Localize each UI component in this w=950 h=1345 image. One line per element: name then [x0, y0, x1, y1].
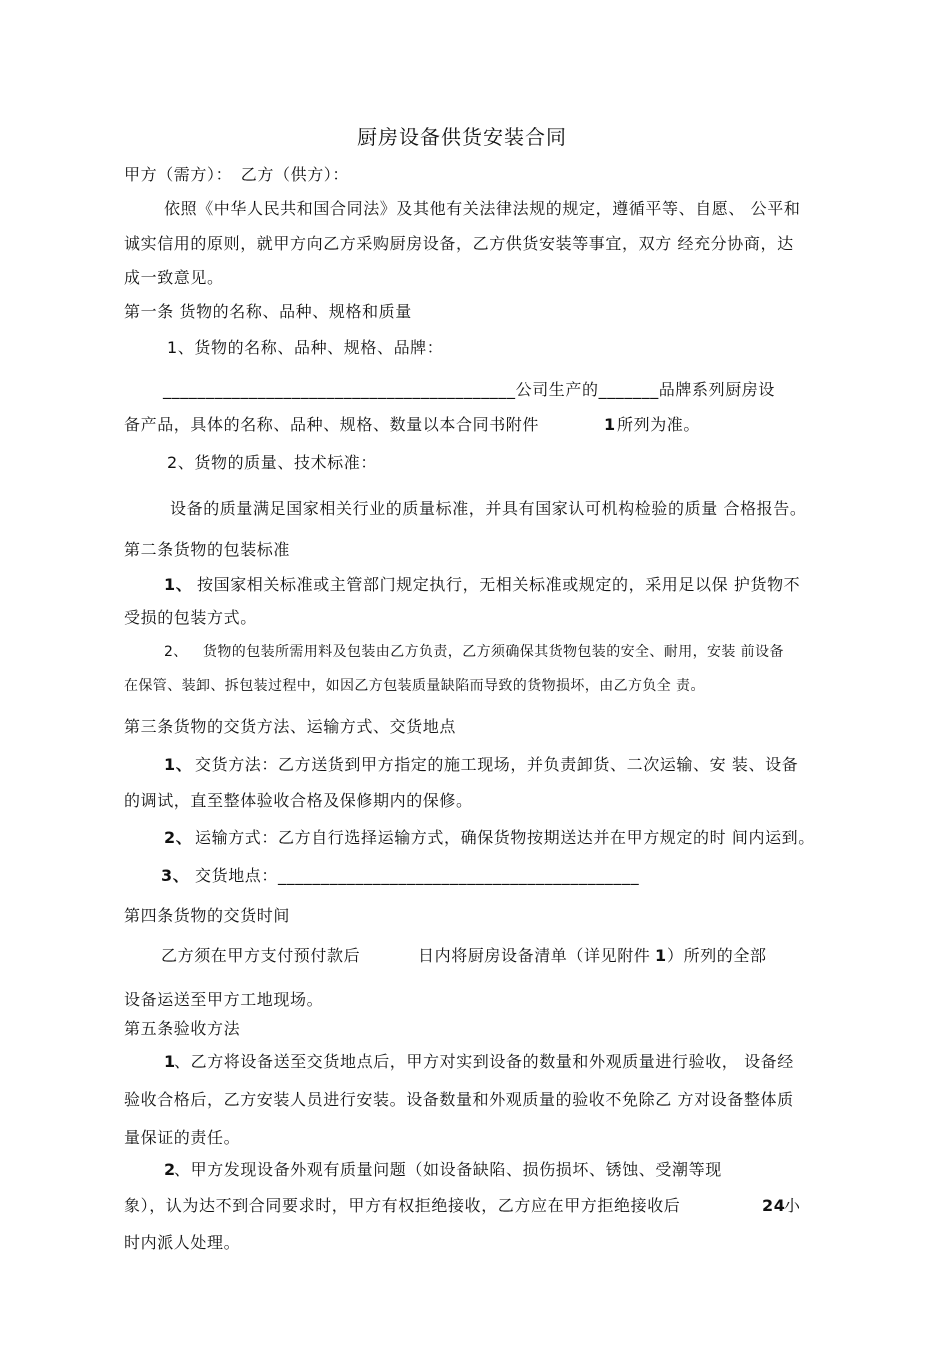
parties-line: 甲方（需方）： 乙方（供方）： [124, 165, 350, 184]
article-5-item-1-text: 、乙方将设备送至交货地点后，甲方对实到设备的数量和外观质量进行验收， 设备经 [174, 1052, 794, 1071]
article-4-text-part-3: ）所列的全部 [667, 946, 767, 965]
article-2-item-1-text-2: 受损的包装方式。 [124, 608, 257, 627]
article-5-item-2-text-2: 象），认为达不到合同要求时，甲方有权拒绝接收，乙方应在甲方拒绝接收后 [124, 1196, 681, 1215]
article-5-hours-number: 24 [762, 1196, 786, 1215]
article-4-text-part-2: 日内将厨房设备清单（详见附件 [418, 946, 651, 965]
article-4-text-part-1: 乙方须在甲方支付预付款后 [161, 946, 361, 965]
article-5-item-2-number: 2 [164, 1160, 176, 1179]
article-3-item-3-text: 交货地点：__________________________________________ [195, 866, 640, 885]
article-3-item-3-number: 3、 [161, 866, 190, 885]
article-5-heading: 第五条验收方法 [124, 1019, 241, 1038]
article-3-item-2-text: 运输方式：乙方自行选择运输方式，确保货物按期送达并在甲方规定的时 间内运到。 [195, 828, 815, 847]
article-2-item-2-number: 2、 [164, 644, 188, 660]
article-1-item-2-text: 设备的质量满足国家相关行业的质量标准，并具有国家认可机构检验的质量 合格报告。 [170, 499, 807, 518]
article-1-item-1-end: 所列为准。 [617, 415, 701, 434]
article-2-item-1-text: 按国家相关标准或主管部门规定执行，无相关标准或规定的，采用足以保 护货物不 [197, 575, 801, 594]
article-3-heading: 第三条货物的交货方法、运输方式、交货地点 [124, 717, 457, 736]
article-4-text-2: 设备运送至甲方工地现场。 [124, 990, 324, 1009]
document-title: 厨房设备供货安装合同 [357, 125, 567, 149]
article-1-item-2: 2、货物的质量、技术标准： [167, 453, 377, 472]
article-5-item-2-text: 、甲方发现设备外观有质量问题（如设备缺陷、损伤损坏、锈蚀、受潮等现 [174, 1160, 722, 1179]
preamble-line-1: 依照《中华人民共和国合同法》及其他有关法律法规的规定，遵循平等、自愿、 公平和 [164, 199, 801, 218]
preamble-line-3: 成一致意见。 [124, 268, 224, 287]
article-3-item-1-number: 1、 [164, 755, 193, 774]
article-5-item-1-number: 1 [164, 1052, 176, 1071]
article-5-item-2-text-3: 时内派人处理。 [124, 1233, 241, 1252]
article-1-item-1-text: 备产品，具体的名称、品种、规格、数量以本合同书附件 [124, 415, 540, 434]
article-2-heading: 第二条货物的包装标准 [124, 540, 291, 559]
article-5-hours-unit: 小 [784, 1196, 801, 1215]
article-1-heading: 第一条 货物的名称、品种、规格和质量 [124, 302, 412, 321]
article-3-item-1-text-2: 的调试，直至整体验收合格及保修期内的保修。 [124, 791, 473, 810]
article-2-item-1-number: 1、 [164, 575, 193, 594]
article-5-item-1-text-2: 验收合格后，乙方安装人员进行安装。设备数量和外观质量的验收不免除乙 方对设备整体质 [124, 1090, 794, 1109]
article-4-appendix-number: 1 [655, 946, 667, 965]
article-4-heading: 第四条货物的交货时间 [124, 906, 291, 925]
article-1-item-1: 1、货物的名称、品种、规格、品牌： [167, 338, 444, 357]
article-5-item-1-text-3: 量保证的责任。 [124, 1128, 241, 1147]
article-3-item-2-number: 2、 [164, 828, 193, 847]
preamble-line-2: 诚实信用的原则，就甲方向乙方采购厨房设备，乙方供货安装等事宜，双方 经充分协商，达 [124, 234, 794, 253]
article-2-item-2-text: 货物的包装所需用料及包装由乙方负责，乙方须确保其货物包装的安全、耐用，安装 前设备 [203, 644, 784, 660]
article-1-item-1-blank-line: _________________________________________公司生产的_______品牌系列厨房设 [163, 380, 775, 399]
article-3-item-1-text: 交货方法：乙方送货到甲方指定的施工现场，并负责卸货、二次运输、安 装、设备 [195, 755, 799, 774]
appendix-number: 1 [604, 415, 616, 434]
article-2-item-2-text-2: 在保管、装卸、拆包装过程中，如因乙方包装质量缺陷而导致的货物损坏，由乙方负全 责。 [124, 678, 705, 694]
